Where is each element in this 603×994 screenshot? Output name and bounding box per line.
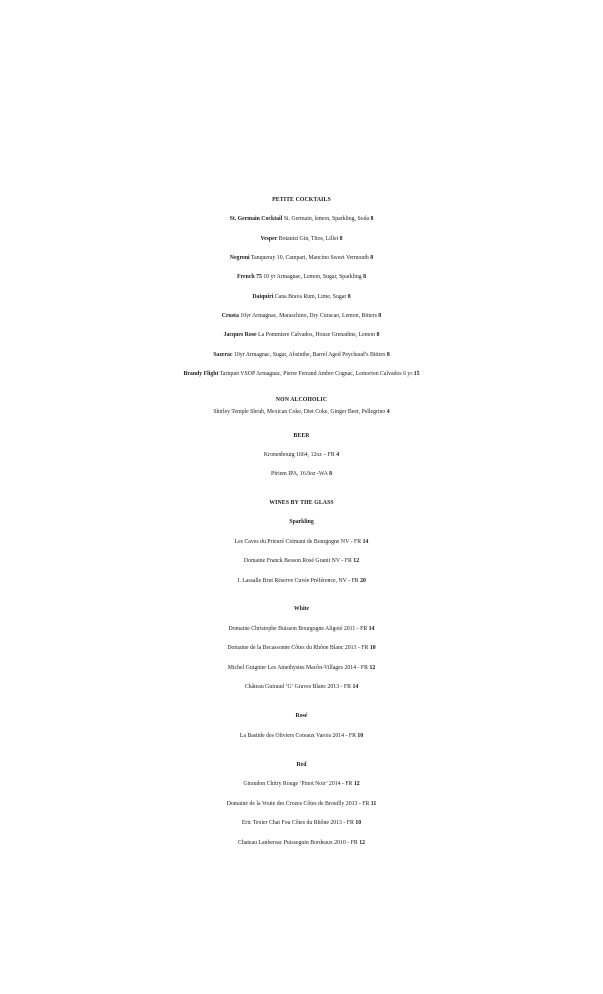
beer-item [0,468,603,480]
wine-item [0,623,603,635]
cocktail-item [0,213,603,225]
white-heading: White [293,606,310,612]
cocktail-desc: Botanist Gin, Titos, Lillet [278,236,339,242]
cocktail-price: 8 [386,352,390,358]
cocktail-name: St. Germain Cocktail [229,216,283,222]
cocktail-item [0,368,603,380]
wine-price: 10 [369,645,376,651]
cocktail-price: 8 [363,274,366,280]
cocktail-item [0,252,603,264]
beer-price: 4 [336,452,340,458]
wine-desc: Chateau Lanbersac Puisseguin Bordeaux 2010 - FR [237,840,358,846]
wine-price: 10 [355,820,362,826]
cocktail-desc: La Pommiere Calvados, House Grenadine, Lemon [258,332,376,338]
wine-price: 12 [353,781,360,787]
wine-item [0,730,603,742]
cocktail-item [0,233,603,245]
cocktail-desc: Cana Brava Rum, Lime, Sugar [274,294,347,300]
cocktail-price: 8 [347,294,351,300]
cocktail-name: Daiquiri [252,294,274,300]
wine-desc: Domaine de la Voute des Crozes Côtes de Brouilly 2013 - FR [226,801,370,807]
wine-price: 12 [369,665,376,671]
wine-price: 14 [352,684,359,690]
wine-price: 10 [357,733,364,739]
cocktail-price: 15 [413,371,420,377]
wine-price: 14 [368,626,375,632]
rose-heading: Rosé [295,713,308,719]
wine-desc: J. Lassalle Brut Réserve Cuvée Préférence, NV - FR [237,578,359,584]
wine-desc: Domaine de la Becassonne Côtes du Rhône Blanc 2013 - FR [227,645,369,651]
beer-heading: BEER [293,433,310,439]
red-heading: Red [296,762,307,768]
wine-item [0,837,603,849]
cocktail-desc: 10yr Armagnac, Sugar, Absinthe, Barrel Aged Peychaud’s Bitters [233,352,386,358]
wine-item [0,681,603,693]
cocktail-desc: St. Germain, lemon, Sparkling, Soda [283,216,370,222]
cocktail-price: 8 [339,236,343,242]
cocktail-name: Brandy Flight [183,371,219,377]
petite-cocktails-heading: PETITE COCKTAILS [272,197,331,203]
wine-desc: Domaine Franck Besson Rosé Granit NV - FR [243,558,352,564]
wine-item [0,642,603,654]
cocktail-price: 8 [378,313,382,319]
cocktail-item [0,271,603,283]
beer-desc: Kronenbourg 1664, 12oz – FR [263,452,335,458]
wines-heading: WINES BY THE GLASS [269,500,334,506]
beer-desc: Pfriem IPA, 16.9oz -WA [271,471,328,477]
wine-price: 11 [370,801,377,807]
non-alcoholic-price: 4 [386,409,390,415]
beer-item [0,449,603,461]
wine-desc: Château Guiraud ’G’ Graves Blanc 2013 - FR [244,684,352,690]
cocktail-desc: 10yr Armagnac, Maraschino, Dry Curacao, Lemon, Bitters [240,313,377,319]
wine-price: 12 [359,840,366,846]
cocktail-name: Jacques Rose [223,332,257,338]
sparkling-heading: Sparkling [289,519,314,525]
cocktail-name: Vesper [260,236,278,242]
wine-price: 12 [353,558,360,564]
cocktail-desc: Tanqueray 10, Campari, Mancino Sweet Vermouth [251,255,369,261]
cocktail-item [0,291,603,303]
wine-desc: Eric Texier Chat Fou Côtes du Rhône 2013 - FR [241,820,354,826]
cocktail-price: 8 [376,332,380,338]
beer-price: 8 [329,471,332,477]
wine-desc: Domaine Christophe Buisson Bourgogne Aligoté 2011 - FR [228,626,368,632]
wine-item [0,662,603,674]
wine-desc: Giraudon Chitry Rouge ’Pinot Noir’ 2014 - FR [243,781,353,787]
wine-item [0,536,603,548]
cocktail-item [0,310,603,322]
cocktail-desc: Tariquet VSOP Armagnac, Pierre Ferrand Ambre Cognac, Lemorton Calvados 6 yr [219,371,413,377]
non-alcoholic-item [0,406,603,418]
cocktail-desc: 10 yr Armagnac, Lemon, Sugar, Sparkling [263,274,362,280]
wine-desc: Les Caves du Prieuré Crémant de Bourgogne NV - FR [234,539,362,545]
wine-item [0,817,603,829]
wine-item [0,575,603,587]
cocktail-item [0,349,603,361]
cocktail-name: Sazerac [213,352,233,358]
cocktail-name: French 75 [237,274,262,280]
wine-desc: La Bastide des Oliviers Coteaux Varois 2014 - FR [239,733,356,739]
non-alcoholic-heading: NON ALCOHOLIC [275,397,328,403]
wine-item [0,798,603,810]
wine-item [0,778,603,790]
wine-desc: Michel Guignier Les Amethystes Macôn-Villages 2014 - FR [227,665,368,671]
cocktail-item [0,329,603,341]
cocktail-price: 8 [370,255,374,261]
wine-price: 14 [362,539,369,545]
wine-price: 20 [360,578,366,584]
cocktail-name: Negroni [229,255,250,261]
non-alcoholic-desc: Shirley Temple Shrub, Mexican Coke, Diet Coke, Ginger Beer, Pellegrino [213,409,386,415]
cocktail-name: Crusta [221,313,239,319]
cocktail-price: 8 [370,216,374,222]
wine-item [0,555,603,567]
